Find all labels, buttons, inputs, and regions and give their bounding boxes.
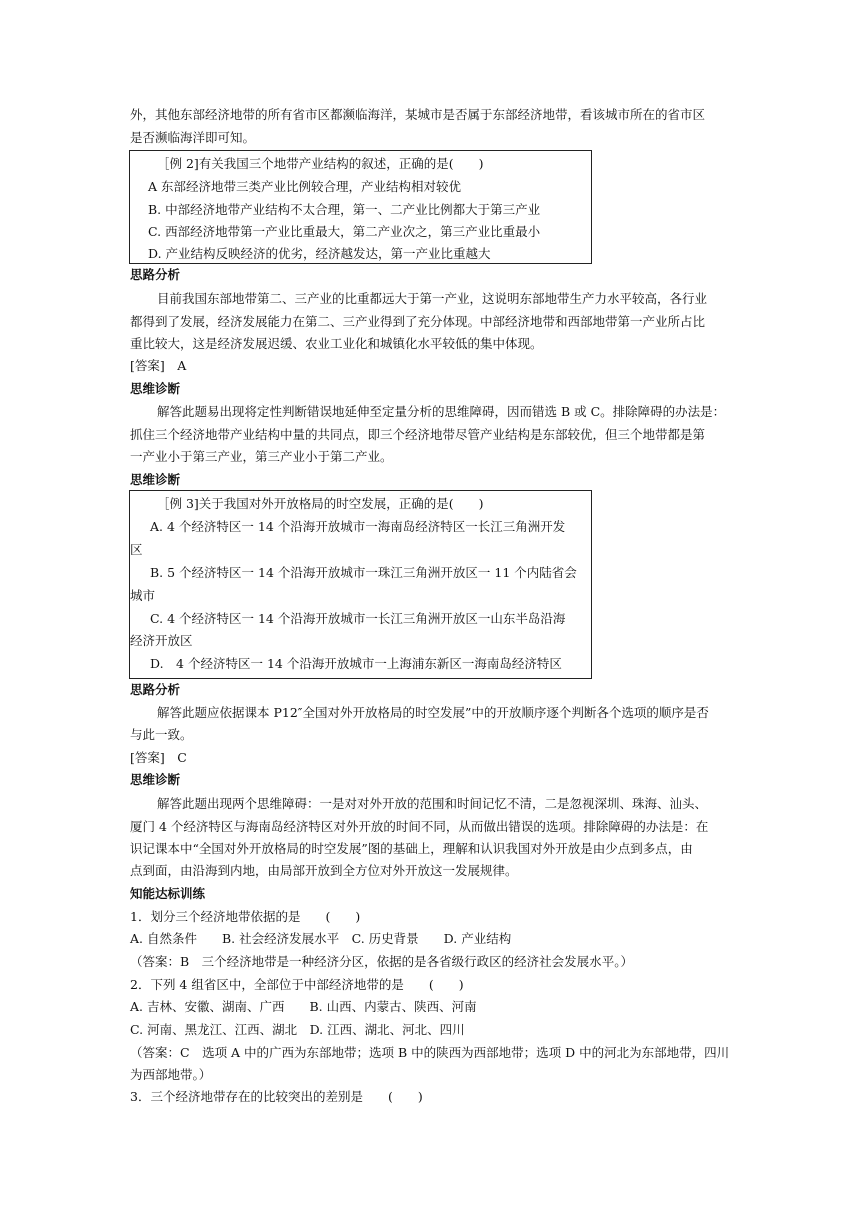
example-3-option-b-cont: 城市	[130, 588, 156, 603]
analysis-3-line-1: 解答此题应依据课本 P12″全国对外开放格局的时空发展”中的开放顺序逐个判断各个选项的顺序是否	[157, 705, 709, 720]
analysis-2-line-2: 都得到了发展，经济发展能力在第二、三产业得到了充分体现。中部经济地带和西部地带第一产业所占比	[130, 314, 706, 329]
training-q1-answer: （答案：B 三个经济地带是一种经济分区，依据的是各省级行政区的经济社会发展水平。）	[130, 954, 633, 969]
diagnosis-3-heading: 思维诊断	[130, 772, 181, 787]
analysis-2-line-1: 目前我国东部地带第二、三产业的比重都远大于第一产业，这说明东部地带生产力水平较高，各行业	[157, 291, 708, 306]
training-q2-answer-cont: 为西部地带。）	[130, 1067, 212, 1082]
analysis-3-heading: 思路分析	[130, 682, 181, 697]
intro-line-1: 外，其他东部经济地带的所有省市区都濒临海洋，某城市是否属于东部经济地带，看该城市所在的省市区	[130, 107, 706, 122]
diagnosis-3-line-2: 厦门 4 个经济特区与海南岛经济特区对外开放的时间不同，从而做出错误的选项。排除障碍的办法是：在	[130, 819, 709, 834]
training-q1: 1．划分三个经济地带依据的是 ( )	[130, 909, 361, 924]
example-3-option-b: B. 5 个经济特区一 14 个沿海开放城市一珠江三角洲开放区一 11 个内陆省会	[150, 565, 577, 580]
diagnosis-2-line-1: 解答此题易出现将定性判断错误地延伸至定量分析的思维障碍，因而错选 B 或 C。排除障碍的办法是：	[157, 404, 726, 419]
example-2-option-d: D. 产业结构反映经济的优劣，经济越发达，第一产业比重越大	[148, 246, 491, 261]
example-2-question: ［例 2]有关我国三个地带产业结构的叙述，正确的是( )	[157, 156, 484, 171]
diagnosis-heading-mid: 思维诊断	[130, 472, 181, 487]
diagnosis-3-line-4: 点到面，由沿海到内地，由局部开放到全方位对外开放这一发展规律。	[130, 863, 518, 878]
example-3-question: ［例 3]关于我国对外开放格局的时空发展，正确的是( )	[157, 496, 484, 511]
analysis-3-answer: [答案] C	[130, 750, 187, 765]
intro-line-2: 是否濒临海洋即可知。	[130, 130, 256, 145]
diagnosis-2-line-3: 一产业小于第三产业，第三产业小于第二产业。	[130, 449, 393, 464]
example-3-option-c-cont: 经济开放区	[130, 633, 193, 648]
example-2-option-a: A 东部经济地带三类产业比例较合理，产业结构相对较优	[148, 179, 462, 194]
training-q3: 3．三个经济地带存在的比较突出的差别是 ( )	[130, 1089, 423, 1104]
training-q2-options-cd: C. 河南、黑龙江、江西、湖北 D. 江西、湖北、河北、四川	[130, 1022, 465, 1037]
diagnosis-2-line-2: 抓住三个经济地带产业结构中量的共同点，即三个经济地带尽管产业结构是东部较优，但三个地带都是第	[130, 427, 706, 442]
training-q2-options-ab: A. 吉林、安徽、湖南、广西 B. 山西、内蒙古、陕西、河南	[130, 999, 477, 1014]
example-3-option-a: A. 4 个经济特区一 14 个沿海开放城市一海南岛经济特区一长江三角洲开发	[150, 519, 566, 534]
example-3-option-a-cont: 区	[130, 542, 143, 557]
diagnosis-3-line-3: 识记课本中“全国对外开放格局的时空发展”图的基础上，理解和认识我国对外开放是由少点到多点，由	[130, 841, 693, 856]
analysis-3-line-2: 与此一致。	[130, 727, 193, 742]
example-3-option-d: D. 4 个经济特区一 14 个沿海开放城市一上海浦东新区一海南岛经济特区	[150, 656, 562, 671]
diagnosis-2-heading: 思维诊断	[130, 381, 181, 396]
example-2-option-c: C. 西部经济地带第一产业比重最大，第二产业次之，第三产业比重最小	[148, 224, 541, 239]
analysis-2-answer: [答案] A	[130, 358, 187, 373]
diagnosis-3-line-1: 解答此题出现两个思维障碍：一是对对外开放的范围和时间记忆不清，二是忽视深圳、珠海、汕头、	[157, 796, 708, 811]
training-q1-options: A. 自然条件 B. 社会经济发展水平 C. 历史背景 D. 产业结构	[130, 931, 512, 946]
training-heading: 知能达标训练	[130, 886, 206, 901]
analysis-2-line-3: 重比较大，这是经济发展迟缓、农业工业化和城镇化水平较低的集中体现。	[130, 336, 543, 351]
example-2-option-b: B. 中部经济地带产业结构不太合理，第一、二产业比例都大于第三产业	[148, 202, 541, 217]
training-q2: 2．下列 4 组省区中，全部位于中部经济地带的是 ( )	[130, 977, 464, 992]
example-3-option-c: C. 4 个经济特区一 14 个沿海开放城市一长江三角洲开放区一山东半岛沿海	[150, 611, 566, 626]
training-q2-answer: （答案：C 选项 A 中的广西为东部地带；选项 B 中的陕西为西部地带；选项 D 中的河北为东部地带，四川	[130, 1045, 730, 1060]
analysis-2-heading: 思路分析	[130, 267, 181, 282]
